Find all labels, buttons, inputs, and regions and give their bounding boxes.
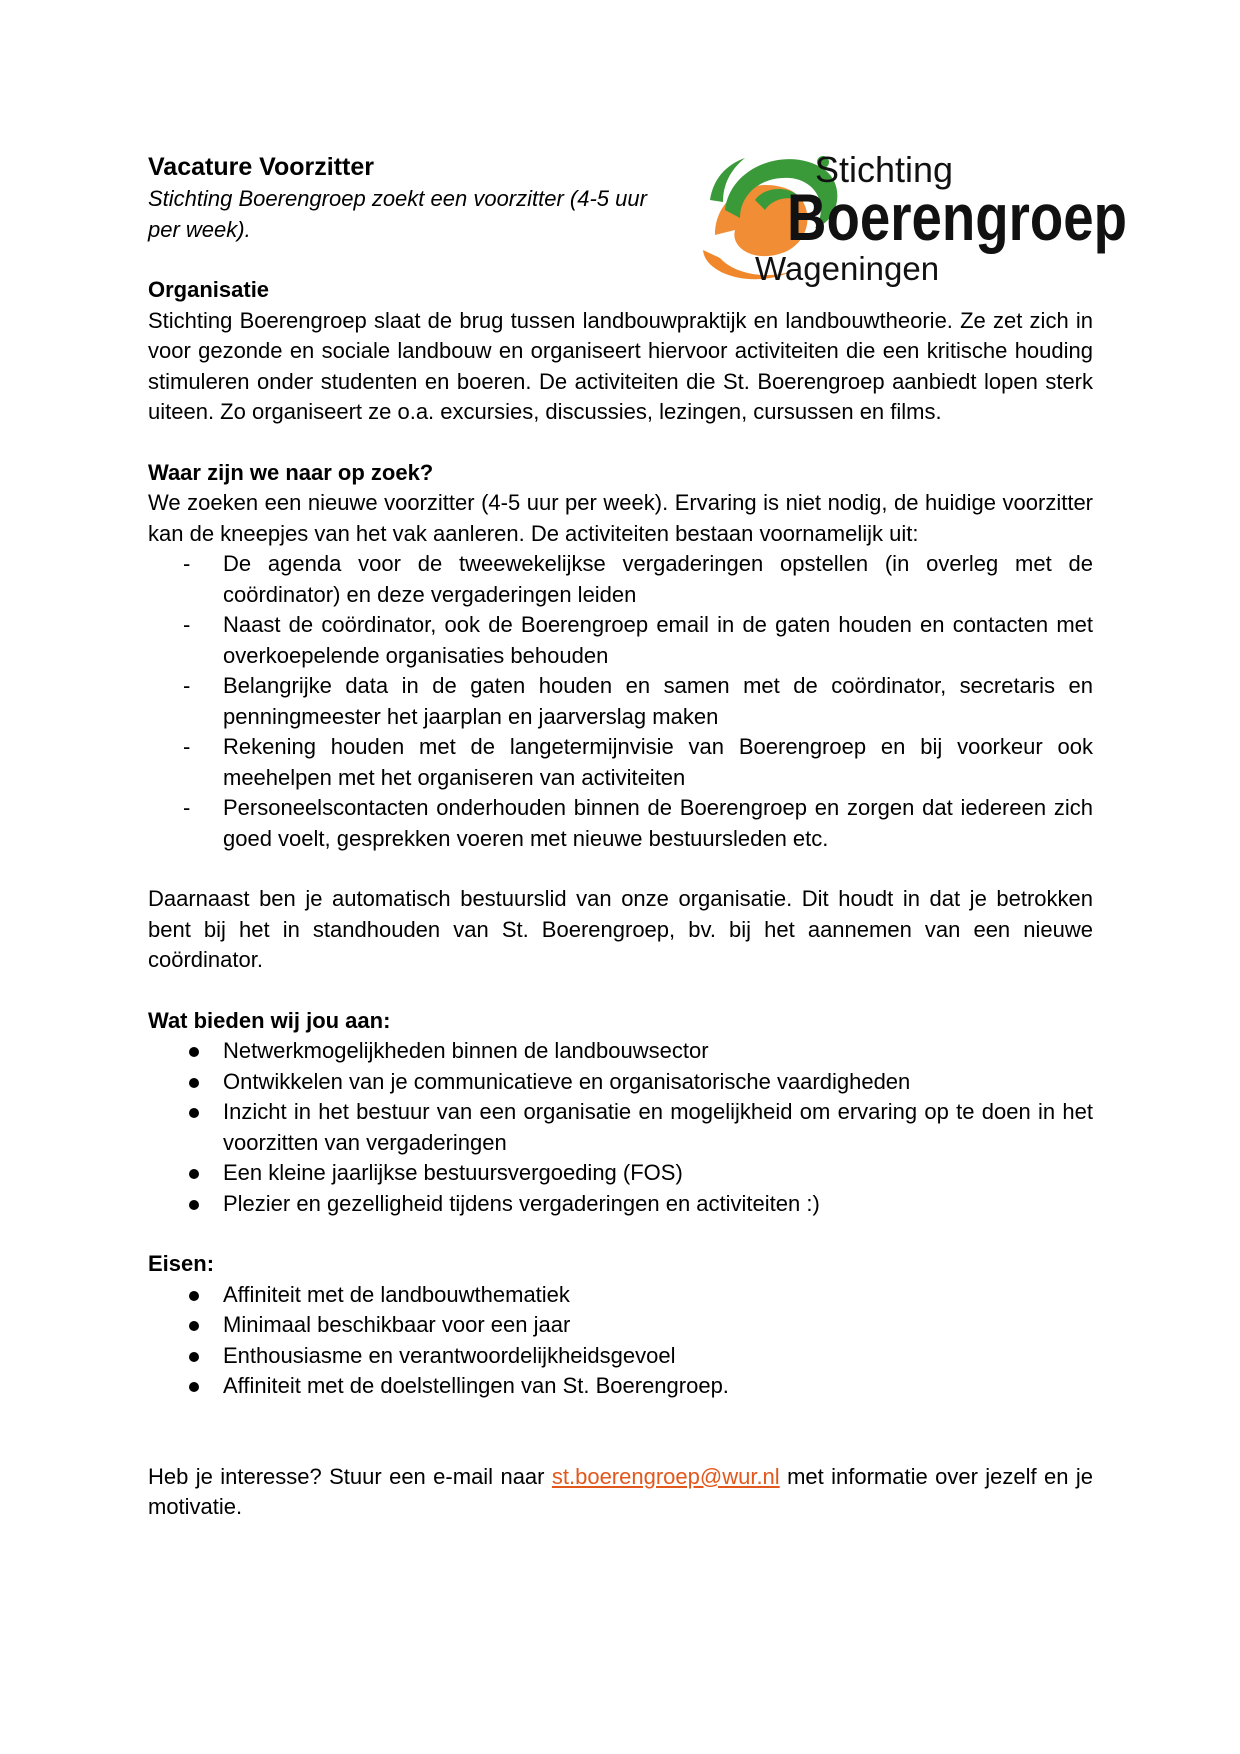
dash-marker: - <box>183 551 191 576</box>
list-item-text: De agenda voor de tweewekelijkse vergaderingen opstellen (in overleg met de coördinator) en deze vergaderingen leiden <box>223 551 1093 607</box>
list-item <box>148 793 1093 854</box>
bullet-icon <box>189 1169 199 1179</box>
list-item-text: Minimaal beschikbaar voor een jaar <box>223 1312 571 1337</box>
contact-after: met informatie over jezelf en je motivatie. <box>148 1463 1093 1519</box>
bieden-list <box>148 1036 1093 1219</box>
list-item-text: Naast de coördinator, ook de Boerengroep email in de gaten houden en contacten met overkoepelende organisaties behouden <box>223 612 1093 668</box>
bullet-icon <box>189 1108 199 1118</box>
list-item <box>148 1067 1093 1098</box>
list-item <box>148 1280 1093 1311</box>
contact-paragraph <box>148 1462 1093 1523</box>
zoek-intro: We zoeken een nieuwe voorzitter (4-5 uur per week). Ervaring is niet nodig, de huidige voorzitter kan de kneepjes van het vak aanleren. De activiteiten bestaan voornamelijk uit: <box>148 490 1093 546</box>
bullet-icon <box>189 1352 199 1362</box>
bullet-icon <box>189 1291 199 1301</box>
list-item-text: Affiniteit met de landbouwthematiek <box>223 1281 570 1307</box>
dash-marker: - <box>183 734 191 759</box>
list-item-text: Netwerkmogelijkheden binnen de landbouwsector <box>223 1038 709 1063</box>
list-item <box>148 1310 1093 1341</box>
organisatie-text: Stichting Boerengroep slaat de brug tussen landbouwpraktijk en landbouwtheorie. Ze zet zich in voor gezonde en sociale landbouw en organiseert hiervoor activiteiten die een kritische houding stimuleren onder studenten en boeren. De activiteiten die St. Boerengroep aanbiedt lopen sterk uiteen. Zo organiseert ze o.a. excursies, discussies, lezingen, cursussen en films. <box>148 307 1093 424</box>
eisen-list <box>148 1280 1093 1402</box>
list-item-text: Plezier en gezelligheid tijdens vergaderingen en activiteiten :) <box>223 1190 820 1216</box>
bullet-icon <box>189 1047 199 1057</box>
list-item <box>148 549 1093 610</box>
dash-marker: - <box>183 612 191 637</box>
heading-zoek: Waar zijn we naar op zoek? <box>148 459 434 485</box>
list-item-text: Personeelscontacten onderhouden binnen de Boerengroep en zorgen dat iedereen zich goed voelt, gesprekken voeren met nieuwe bestuursleden etc. <box>223 795 1093 851</box>
dash-marker: - <box>183 795 191 820</box>
bullet-icon <box>189 1382 199 1392</box>
list-item <box>148 1341 1093 1372</box>
list-item <box>148 732 1093 793</box>
logo-line1: Stichting <box>815 149 954 190</box>
contact-before: Heb je interesse? Stuur een e-mail naar <box>148 1463 552 1489</box>
list-item-text: Enthousiasme en verantwoordelijkheidsgevoel <box>223 1342 676 1368</box>
page-title: Vacature Voorzitter <box>148 153 375 181</box>
list-item-text: Affiniteit met de doelstellingen van St. Boerengroep. <box>223 1373 729 1398</box>
bullet-icon <box>189 1321 199 1331</box>
zoek-list <box>148 549 1093 854</box>
email-link[interactable]: st.boerengroep@wur.nl <box>551 1463 780 1489</box>
list-item <box>148 1036 1093 1067</box>
list-item <box>148 1371 1093 1402</box>
list-item-text: Een kleine jaarlijkse bestuursvergoeding (FOS) <box>223 1160 683 1185</box>
logo-line2: Boerengroep <box>787 180 1127 254</box>
bullet-icon <box>189 1078 199 1088</box>
heading-eisen: Eisen: <box>148 1251 215 1276</box>
heading-organisatie: Organisatie <box>148 277 270 302</box>
list-item-text: Inzicht in het bestuur van een organisatie en mogelijkheid om ervaring op te doen in het voorzitten van vergaderingen <box>223 1099 1093 1155</box>
list-item <box>148 671 1093 732</box>
list-item <box>148 1097 1093 1158</box>
heading-bieden: Wat bieden wij jou aan: <box>148 1007 391 1033</box>
list-item-text: Ontwikkelen van je communicatieve en organisatorische vaardigheden <box>223 1068 911 1094</box>
logo-line3: Wageningen <box>755 250 940 287</box>
list-item <box>148 1189 1093 1220</box>
list-item <box>148 610 1093 671</box>
list-item-text: Rekening houden met de langetermijnvisie van Boerengroep en bij voorkeur ook meehelpen met het organiseren van activiteiten <box>223 734 1093 790</box>
zoek-outro: Daarnaast ben je automatisch bestuurslid van onze organisatie. Dit houdt in dat je betrokken bent bij het in standhouden van St. Boerengroep, bv. bij het aannemen van een nieuwe coördinator. <box>148 886 1093 972</box>
dash-marker: - <box>183 673 191 698</box>
bullet-icon <box>189 1200 199 1210</box>
list-item-text: Belangrijke data in de gaten houden en samen met de coördinator, secretaris en penningmeester het jaarplan en jaarverslag maken <box>223 673 1093 729</box>
list-item <box>148 1158 1093 1189</box>
document-body <box>148 150 1093 1523</box>
page-subtitle: Stichting Boerengroep zoekt een voorzitter (4-5 uur per week). <box>148 186 647 242</box>
